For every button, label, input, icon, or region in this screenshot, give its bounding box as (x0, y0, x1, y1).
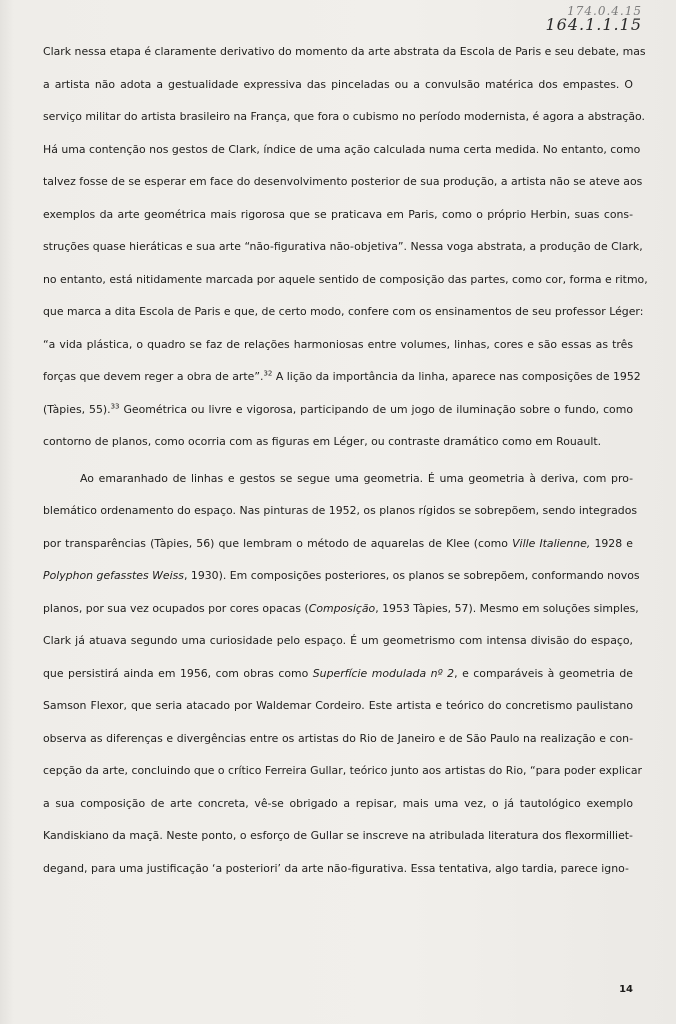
text-run: Ao emaranhado de linhas e gestos se segue uma geometria. É uma geometria à deriva, com pro- (80, 471, 633, 485)
text-line (43, 788, 633, 821)
text-run: forças que devem reger a obra de arte”. (43, 370, 264, 383)
body-text (43, 36, 648, 885)
text-run: talvez fosse de se esperar em face do desenvolvimento posterior de sua produção, a artista não se ateve aos (43, 175, 643, 188)
text-line (43, 820, 633, 853)
text-run: observa as diferenças e divergências entre os artistas do Rio de Janeiro e de São Paulo na realização e con- (43, 731, 633, 745)
text-run: A lição da importância da linha, aparece nas composições de 1952 (272, 370, 641, 383)
text-run: , 1953 Tàpies, 57). Mesmo em soluções simples, (375, 601, 639, 615)
handwritten-annotation: 164.1.1.15 (545, 15, 642, 34)
text-line (43, 690, 633, 723)
text-run: Samson Flexor, que seria atacado por Waldemar Cordeiro. Este artista e teórico do concretismo paulistano (43, 699, 633, 712)
text-run: degand, para uma justificação ‘a posteriori’ da arte não-figurativa. Essa tentativa, algo tardia, parece igno- (43, 861, 629, 875)
italic-title: Polyphon gefasstes Weiss (43, 569, 184, 582)
text-line (43, 755, 643, 788)
text-run: contorno de planos, como ocorria com as figuras em Léger, ou contraste dramático como em Rouault. (43, 435, 602, 448)
text-run: exemplos da arte geométrica mais rigorosa que se praticava em Paris, como o próprio Herbin, suas cons- (43, 207, 633, 221)
italic-title: Composição (308, 601, 376, 615)
text-line (43, 394, 633, 427)
text-run: Clark já atuava segundo uma curiosidade pelo espaço. É um geometrismo com intensa divisão do espaço, (43, 634, 633, 647)
text-run: serviço militar do artista brasileiro na França, que fora o cubismo no período modernista, é agora a abstração. (43, 110, 645, 123)
text-line (43, 463, 633, 496)
text-line (43, 625, 633, 658)
text-run: a sua composição de arte concreta, vê-se obrigado a repisar, mais uma vez, o já tautológico exemplo (43, 796, 633, 810)
text-run: Geométrica ou livre e vigorosa, participando de um jogo de iluminação sobre o fundo, como (119, 402, 633, 416)
text-line (43, 199, 633, 232)
handwritten-annotation-faded: 174.0.4.15 (567, 4, 642, 18)
text-line (43, 296, 644, 329)
text-line (43, 36, 646, 69)
text-run: por transparências (Tàpies, 56) que lembram o método de aquarelas de Klee (como (43, 536, 513, 550)
text-line (43, 231, 643, 264)
text-run: que marca a dita Escola de Paris e que, de certo modo, confere com os ensinamentos de seu professor Léger: (43, 305, 644, 318)
text-line (43, 658, 633, 691)
text-run: Clark nessa etapa é claramente derivativo do momento da arte abstrata da Escola de Paris e seu debate, mas (43, 45, 646, 58)
text-run: no entanto, está nitidamente marcada por aquele sentido de composição das partes, como cor, forma e ritmo, (43, 272, 648, 286)
text-line (43, 69, 633, 102)
text-run: , e comparáveis à geometria de (454, 666, 633, 680)
text-run: que persistirá ainda em 1956, com obras como (43, 666, 313, 680)
text-run: a artista não adota a gestualidade expressiva das pinceladas ou a convulsão matérica dos empastes. O (43, 77, 633, 91)
text-run: , 1930). Em composições posteriores, os planos se sobrepõem, conformando novos (183, 569, 640, 582)
text-line (43, 264, 648, 297)
paragraph (43, 463, 643, 886)
text-line (43, 361, 641, 394)
text-run: “a vida plástica, o quadro se faz de relações harmoniosas entre volumes, linhas, cores e são essas as três (43, 337, 633, 351)
text-line (43, 723, 633, 756)
text-run: cepção da arte, concluindo que o crítico Ferreira Gullar, teórico junto aos artistas do Rio, “para poder explicar (43, 764, 643, 777)
text-line (43, 134, 641, 167)
italic-title: Ville Italienne, (512, 536, 591, 550)
text-run: Há uma contenção nos gestos de Clark, índice de uma ação calculada numa certa medida. No entanto, como (43, 142, 641, 156)
text-line (43, 426, 633, 459)
text-run: 1928 e (590, 536, 633, 550)
text-line (43, 853, 633, 886)
page-number: 14 (619, 984, 633, 995)
text-run: struções quase hieráticas e sua arte “não-figurativa não-objetiva”. Nessa voga abstrata, a produção de Clark, (43, 240, 643, 253)
text-run: planos, por sua vez ocupados por cores opacas ( (43, 601, 309, 615)
text-line (43, 495, 638, 528)
text-line (43, 560, 640, 593)
italic-title: Superfície modulada nº 2 (312, 666, 455, 680)
text-line (43, 593, 639, 626)
footnote-ref: 32 (263, 369, 273, 378)
text-run: blemático ordenamento do espaço. Nas pinturas de 1952, os planos rígidos se sobrepõem, sendo integrados (43, 504, 638, 517)
text-run: (Tàpies, 55). (43, 402, 111, 416)
text-run: Kandiskiano da maçã. Neste ponto, o esforço de Gullar se inscreve na atribulada literatura dos flexormilliet- (43, 829, 633, 842)
text-line (43, 101, 645, 134)
text-line (43, 166, 643, 199)
footnote-ref: 33 (110, 401, 120, 410)
text-line (43, 528, 633, 561)
paragraph (43, 36, 648, 459)
text-line (43, 329, 633, 362)
